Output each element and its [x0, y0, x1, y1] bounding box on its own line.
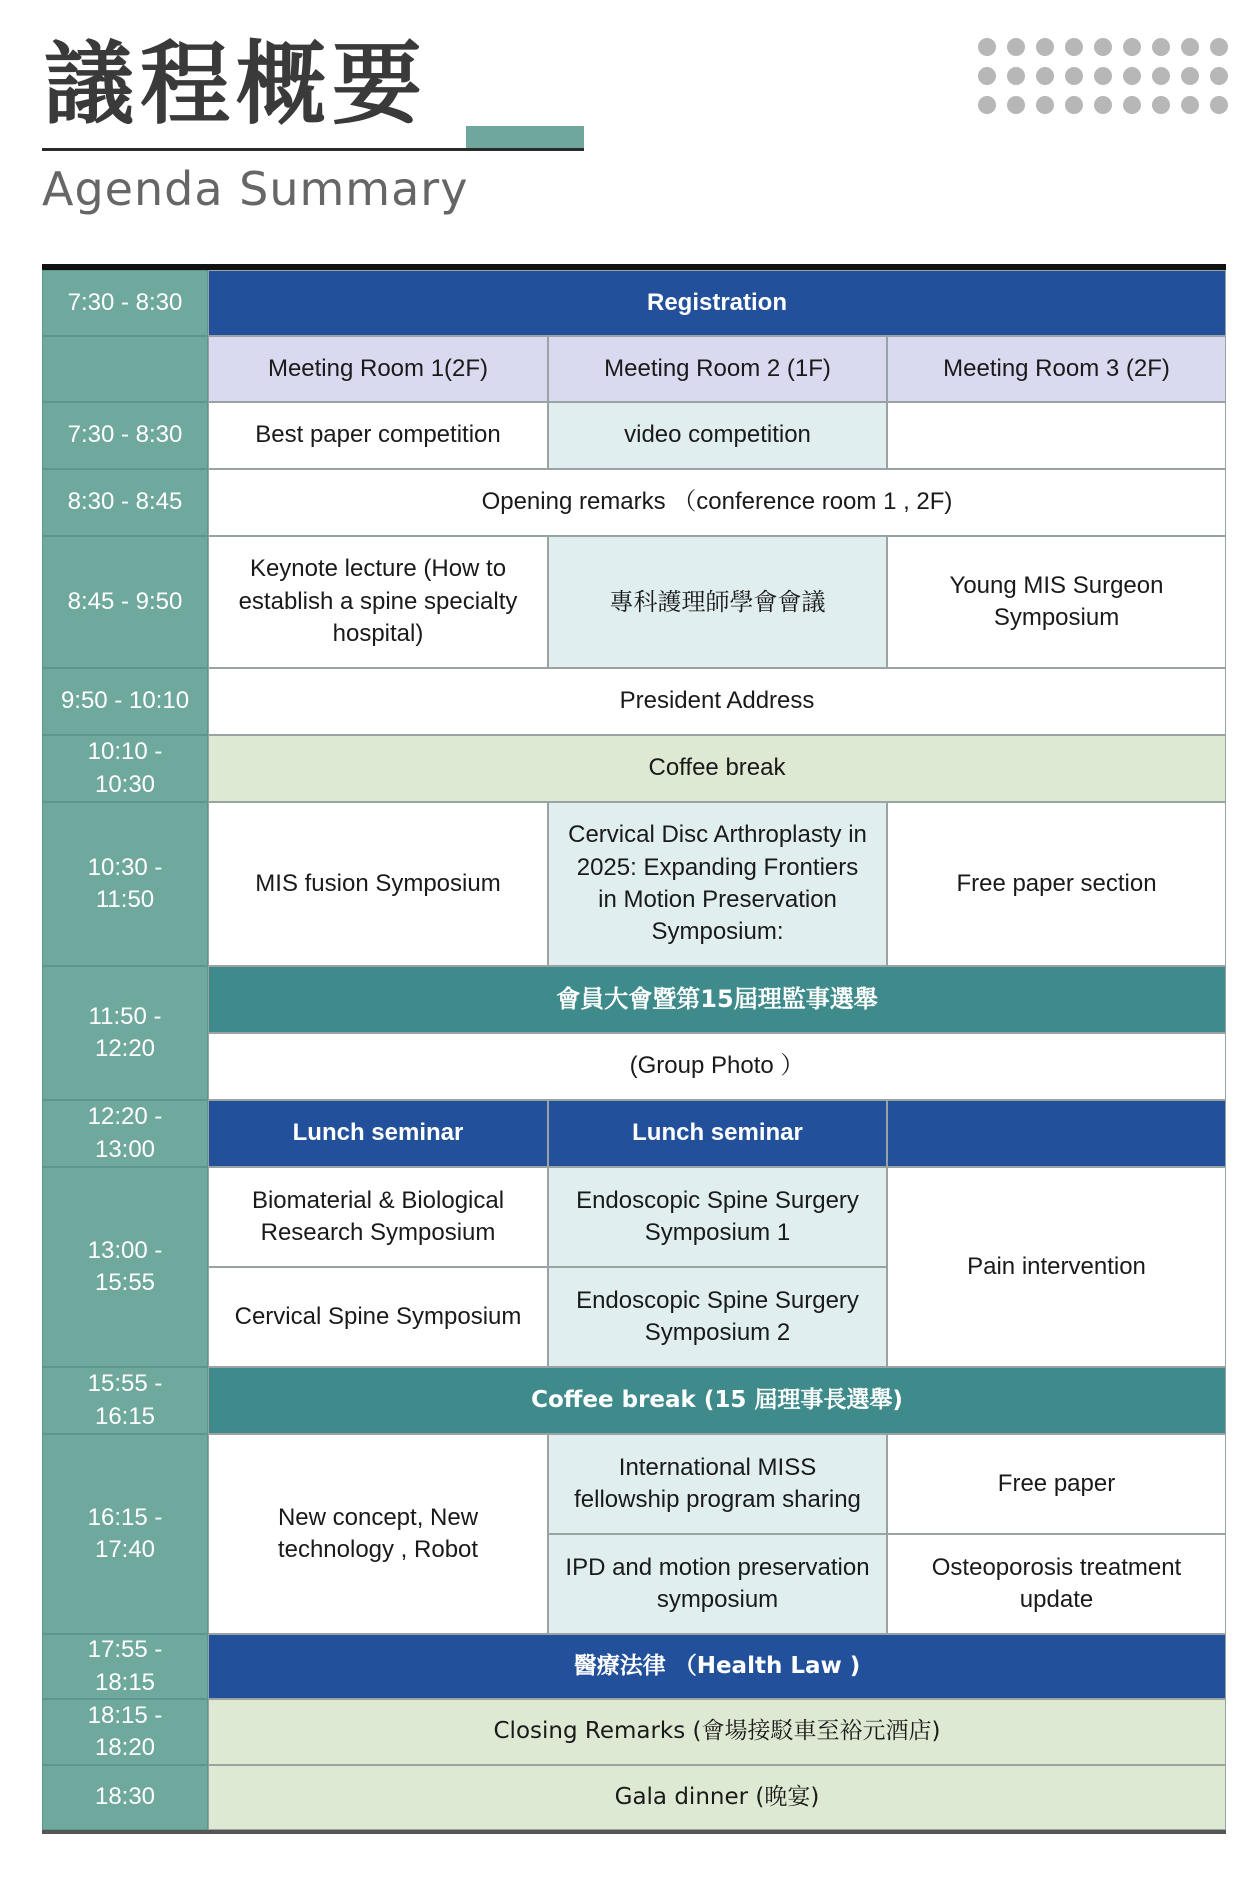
dot-icon — [1007, 67, 1025, 85]
time-slot: 10:10 - 10:30 — [42, 735, 208, 802]
time-slot: 8:45 - 9:50 — [42, 536, 208, 668]
gala-cell: Gala dinner (晚宴) — [208, 1765, 1226, 1830]
member-meeting-cell: 會員大會暨第15屆理監事選舉 — [208, 966, 1226, 1033]
session-cell: IPD and motion preservation symposium — [548, 1534, 887, 1634]
closing-cell: Closing Remarks (會場接駁車至裕元酒店) — [208, 1699, 1226, 1765]
session-cell: Endoscopic Spine Surgery Symposium 2 — [548, 1267, 887, 1367]
table-bottom-border — [42, 1830, 1226, 1834]
room-header-1: Meeting Room 1(2F) — [208, 336, 548, 402]
dot-icon — [1094, 96, 1112, 114]
session-cell: video competition — [548, 402, 887, 469]
dot-icon — [1007, 96, 1025, 114]
session-cell: Pain intervention — [887, 1167, 1226, 1367]
dot-icon — [978, 96, 996, 114]
dot-icon — [1181, 96, 1199, 114]
dot-icon — [1210, 38, 1228, 56]
session-cell: Keynote lecture (How to establish a spine specialty hospital) — [208, 536, 548, 668]
page-title-english: Agenda Summary — [42, 162, 469, 216]
health-law-cell: 醫療法律 （Health Law ) — [208, 1634, 1226, 1699]
time-slot: 7:30 - 8:30 — [42, 402, 208, 469]
dot-icon — [1094, 38, 1112, 56]
lunch-seminar-cell: Lunch seminar — [208, 1100, 548, 1167]
time-slot: 17:55 - 18:15 — [42, 1634, 208, 1699]
empty-cell — [887, 402, 1226, 469]
session-cell: 專科護理師學會會議 — [548, 536, 887, 668]
session-cell: New concept, New technology , Robot — [208, 1434, 548, 1634]
dot-icon — [1036, 67, 1054, 85]
session-cell: Cervical Disc Arthroplasty in 2025: Expanding Frontiers in Motion Preservation Symposium: — [548, 802, 887, 966]
time-slot: 8:30 - 8:45 — [42, 469, 208, 536]
dot-icon — [1036, 96, 1054, 114]
empty-cell — [887, 1100, 1226, 1167]
dot-icon — [1036, 38, 1054, 56]
session-cell: Young MIS Surgeon Symposium — [887, 536, 1226, 668]
dot-icon — [1181, 38, 1199, 56]
break-cell: Coffee break (15 屆理事長選舉) — [208, 1367, 1226, 1434]
dot-icon — [1181, 67, 1199, 85]
dot-icon — [1152, 38, 1170, 56]
dot-icon — [1094, 67, 1112, 85]
dot-icon — [1210, 96, 1228, 114]
time-slot: 16:15 - 17:40 — [42, 1434, 208, 1634]
title-accent-bar — [466, 126, 584, 148]
room-header-3: Meeting Room 3 (2F) — [887, 336, 1226, 402]
dot-icon — [1123, 38, 1141, 56]
page-title-chinese: 議程概要 — [44, 32, 428, 137]
registration-cell: Registration — [208, 270, 1226, 336]
time-slot: 12:20 - 13:00 — [42, 1100, 208, 1167]
dot-icon — [978, 67, 996, 85]
time-slot: 10:30 - 11:50 — [42, 802, 208, 966]
dot-icon — [1065, 67, 1083, 85]
dot-icon — [1007, 38, 1025, 56]
time-slot: 18:15 - 18:20 — [42, 1699, 208, 1765]
room-header-2: Meeting Room 2 (1F) — [548, 336, 887, 402]
time-slot: 18:30 — [42, 1765, 208, 1830]
session-cell: Endoscopic Spine Surgery Symposium 1 — [548, 1167, 887, 1267]
session-cell: Cervical Spine Symposium — [208, 1267, 548, 1367]
agenda-table — [42, 264, 1226, 1834]
session-cell: Opening remarks （conference room 1 , 2F) — [208, 469, 1226, 536]
session-cell: Biomaterial & Biological Research Symposium — [208, 1167, 548, 1267]
lunch-seminar-cell: Lunch seminar — [548, 1100, 887, 1167]
session-cell: Free paper section — [887, 802, 1226, 966]
time-slot: 9:50 - 10:10 — [42, 668, 208, 735]
time-slot: 15:55 - 16:15 — [42, 1367, 208, 1434]
session-cell: MIS fusion Symposium — [208, 802, 548, 966]
time-slot: 11:50 - 12:20 — [42, 966, 208, 1100]
dot-icon — [1123, 67, 1141, 85]
dot-icon — [1123, 96, 1141, 114]
dot-icon — [1065, 38, 1083, 56]
session-cell: (Group Photo ） — [208, 1033, 1226, 1100]
session-cell: President Address — [208, 668, 1226, 735]
title-underline — [42, 148, 584, 151]
time-slot: 7:30 - 8:30 — [42, 270, 208, 336]
dot-grid-icon — [978, 38, 1228, 118]
dot-icon — [1065, 96, 1083, 114]
session-cell: Best paper competition — [208, 402, 548, 469]
session-cell: International MISS fellowship program sharing — [548, 1434, 887, 1534]
session-cell: Osteoporosis treatment update — [887, 1534, 1226, 1634]
dot-icon — [1152, 67, 1170, 85]
dot-icon — [978, 38, 996, 56]
dot-icon — [1210, 67, 1228, 85]
time-slot: 13:00 - 15:55 — [42, 1167, 208, 1367]
session-cell: Free paper — [887, 1434, 1226, 1534]
break-cell: Coffee break — [208, 735, 1226, 802]
time-slot-empty — [42, 336, 208, 402]
dot-icon — [1152, 96, 1170, 114]
